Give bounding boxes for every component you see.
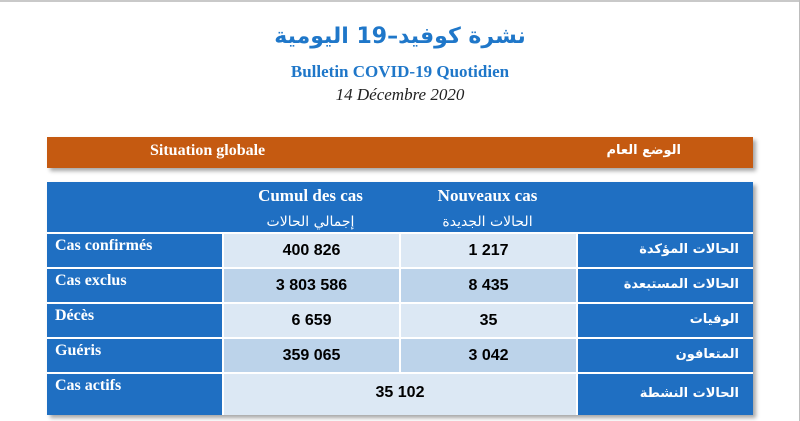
banner-label-fr: Situation globale [150, 142, 266, 159]
title-arabic: نشرة كوفيد–19 اليومية [274, 24, 526, 49]
row-label-confirmes: Cas confirmés [47, 234, 222, 267]
header-corner-right [576, 182, 753, 232]
grid-line [576, 232, 578, 415]
stats-table [47, 182, 753, 415]
top-rule [0, 0, 800, 2]
column-header-nouveaux-ar: الحالات الجديدة [442, 214, 533, 230]
row-label-actifs-ar: الحالات النشطة [578, 374, 753, 415]
value-gueris-cumul: 359 065 [224, 339, 399, 372]
column-header-nouveaux-fr: Nouveaux cas [437, 186, 538, 205]
value-actifs: 35 102 [224, 374, 576, 415]
value-confirmes-nouveaux: 1 217 [401, 234, 576, 267]
column-header-cumul [222, 182, 399, 232]
column-header-cumul-ar: إجمالي الحالات [266, 214, 355, 230]
column-header-cumul-fr: Cumul des cas [258, 186, 363, 205]
header-corner-left [47, 182, 222, 232]
value-exclus-nouveaux: 8 435 [401, 269, 576, 302]
value-exclus-cumul: 3 803 586 [224, 269, 399, 302]
row-label-gueris-ar: المتعافون [578, 339, 753, 372]
situation-banner [47, 137, 753, 168]
grid-line [222, 232, 224, 415]
row-label-actifs: Cas actifs [47, 374, 222, 415]
value-confirmes-cumul: 400 826 [224, 234, 399, 267]
banner-label-ar: الوضع العام [606, 143, 681, 158]
row-label-gueris: Guéris [47, 339, 222, 372]
bulletin-date: 14 Décembre 2020 [335, 85, 465, 104]
grid-line [399, 232, 401, 374]
value-gueris-nouveaux: 3 042 [401, 339, 576, 372]
title-french: Bulletin COVID-19 Quotidien [290, 62, 510, 81]
row-label-deces-ar: الوفيات [578, 304, 753, 337]
row-label-exclus-ar: الحالات المستبعدة [578, 269, 753, 302]
row-label-exclus: Cas exclus [47, 269, 222, 302]
column-header-nouveaux [399, 182, 576, 232]
row-label-deces: Décès [47, 304, 222, 337]
value-deces-nouveaux: 35 [401, 304, 576, 337]
row-label-confirmes-ar: الحالات المؤكدة [578, 234, 753, 267]
value-deces-cumul: 6 659 [224, 304, 399, 337]
